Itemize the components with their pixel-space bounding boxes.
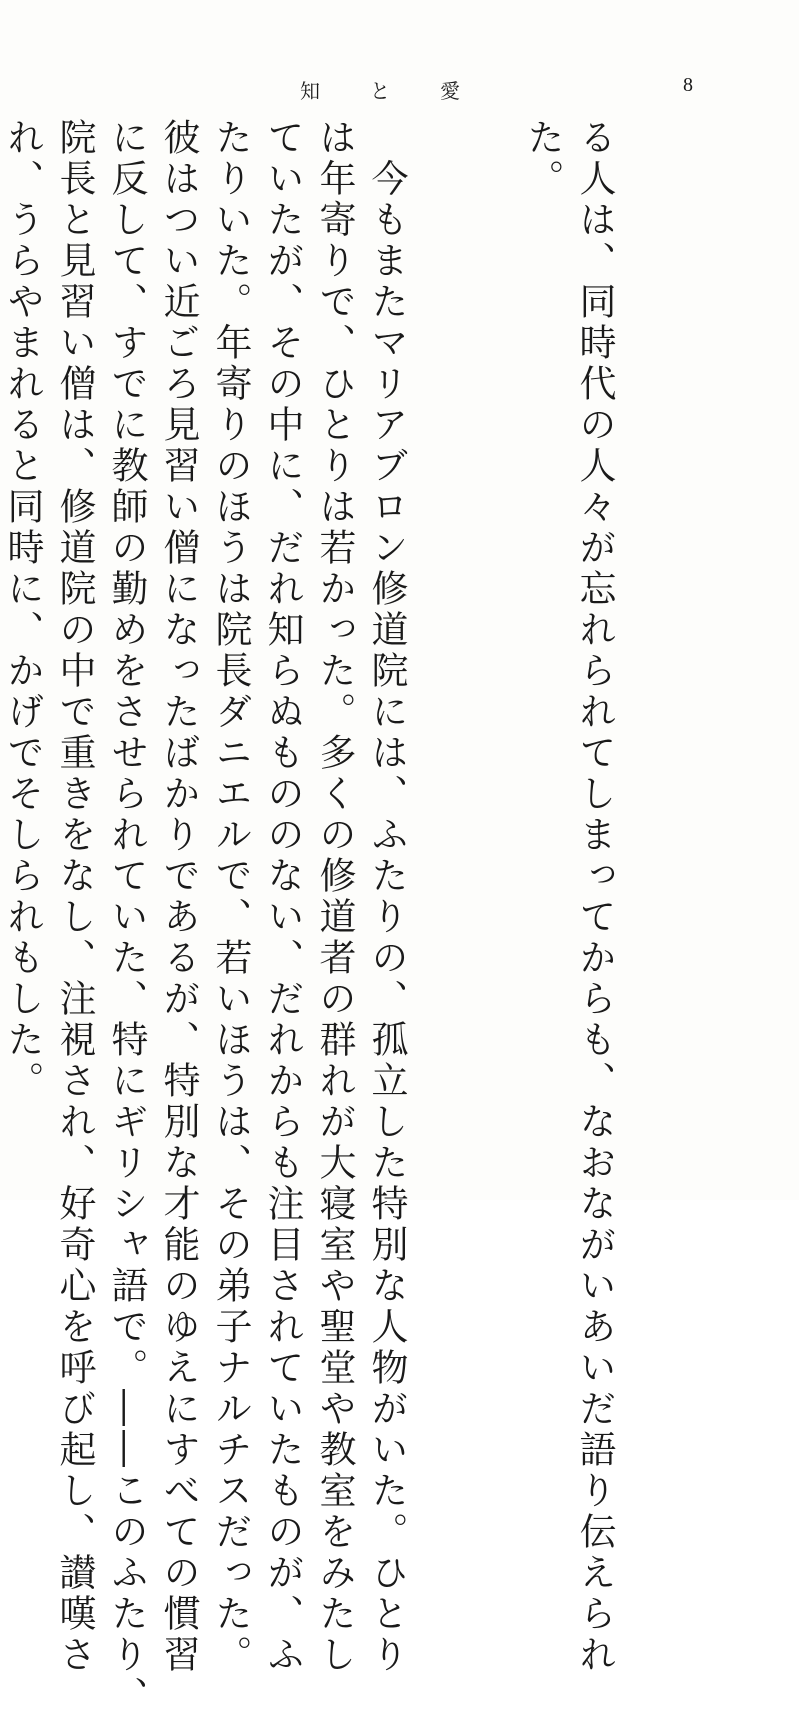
- paragraph: 今もまたマリアブロン修道院には、ふたりの、孤立した特別な人物がいた。ひとり は年寄りで、ひとりは若かった。多くの修道者の群れが大寝室や聖堂や教室をみたし ていたが、その中に、だれ知らぬもののない、だれからも注目されていたものが、ふ たりいた。年寄りのほうは院長ダニエルで、若いほうは、その弟子ナルチスだった。 彼はつい近ごろ見習い僧になったばかりであるが、特別な才能のゆえにすべての慣習 に反して、すでに教師の勤めをさせられていた、特にギリシャ語で。――このふたり、 院長と見習い僧は、修道院の中で重きをなし、注視され、好奇心を呼び起し、讃嘆さ れ、うらやまれると同時に、かげでそしられもした。: [1, 118, 408, 1717]
- page-number: 8: [683, 74, 693, 96]
- running-head-char-3: 愛: [440, 78, 460, 103]
- body-text: [1, 118, 724, 1717]
- running-head-char-1: 知: [300, 78, 320, 103]
- running-head-char-2: と: [370, 78, 390, 103]
- running-head: [300, 72, 460, 106]
- paragraph: る人は、同時代の人々が忘れられてしまってからも、なおながいあいだ語り伝えられ た。: [521, 118, 616, 1676]
